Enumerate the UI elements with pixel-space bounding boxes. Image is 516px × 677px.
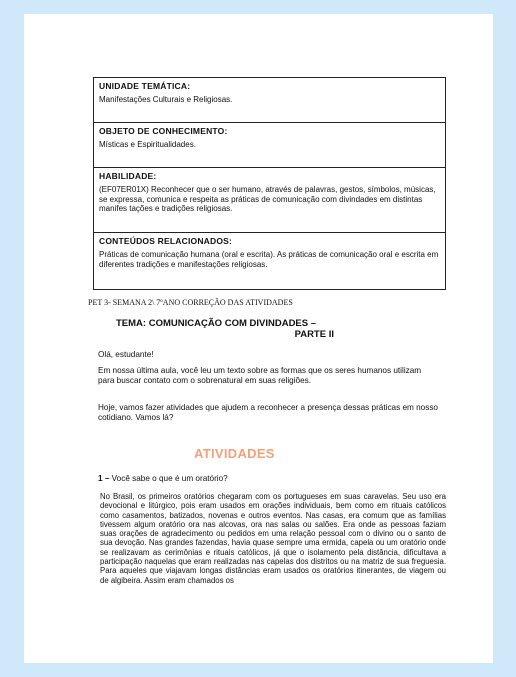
greeting-text: Olá, estudante! (98, 350, 154, 359)
row-body: (EF07ER01X) Reconhecer que o ser humano, através de palavras, gestos, símbolos, músicas, se expressa, comunica e respeita as práticas de comunicação com divindades em distintas manifes tações e tradições religiosas. (99, 185, 436, 214)
table-row-conteudos (94, 232, 445, 289)
title-line-1: TEMA: COMUNICAÇÃO COM DIVINDADES – (116, 318, 317, 329)
table-row-habilidade (94, 167, 445, 232)
row-title: HABILIDADE: (99, 171, 157, 181)
table-row-unidade (94, 78, 445, 122)
title-line-2: PARTE II (294, 329, 334, 340)
intro-paragraph: Em nossa última aula, você leu um texto sobre as formas que os seres humanos utilizam para buscar contato com o sobrenatural em suas religiões. (98, 366, 422, 385)
section-title-atividades: ATIVIDADES (194, 446, 275, 461)
table-row-objeto (94, 122, 445, 167)
row-title: UNIDADE TEMÁTICA: (99, 81, 191, 91)
question-text: Você sabe o que é um oratório? (109, 474, 228, 483)
pet-header-line: PET 3- SEMANA 2\ 7ºANO CORREÇÃO DAS ATIVIDADES (88, 298, 293, 307)
row-title: CONTEÚDOS RELACIONADOS: (99, 236, 233, 246)
row-title: OBJETO DE CONHECIMENTO: (99, 126, 228, 136)
document-page (24, 14, 493, 663)
row-body: Místicas e Espiritualidades. (99, 140, 196, 149)
row-body: Manifestações Culturais e Religiosas. (99, 95, 233, 104)
question-number: 1 – (98, 474, 110, 483)
today-paragraph: Hoje, vamos fazer atividades que ajudem a reconhecer a presença dessas práticas em nosso cotidiano. Vamos lá? (98, 403, 438, 422)
page-title (116, 318, 376, 340)
curriculum-table (93, 77, 446, 290)
question-1 (98, 474, 228, 483)
row-body: Práticas de comunicação humana (oral e escrita). As práticas de comunicação oral e escrita em diferentes tradições e manifestações religiosas. (99, 250, 439, 269)
oratorio-paragraph: No Brasil, os primeiros oratórios chegaram com os portugueses em suas caravelas. Seu uso era devocional e litúrgico, pois eram usados em orações individuais, bem como em rituais católicos como casamentos, batizados, novenas e outros eventos. Nas casas, era comum que as famílias tivessem algum oratório ora nas alcovas, ora nas salas ou salões. Era onde as pessoas faziam suas orações de agradecimento ou pedidos em uma relação pessoal com o divino ou o santo de sua devoção. Nas grandes fazendas, havia quase sempre uma ermida, capela ou um oratório onde se realizavam as cerimônias e rituais católicos, já que o isolamento pela distância, dificultava a participação naquelas que eram realizadas nas capelas dos distritos ou na matriz de sua freguesia. Para aqueles que viajavam longas distâncias eram usados os oratórios itinerantes, de viagem ou de algibeira. Assim eram chamados os (100, 492, 446, 585)
